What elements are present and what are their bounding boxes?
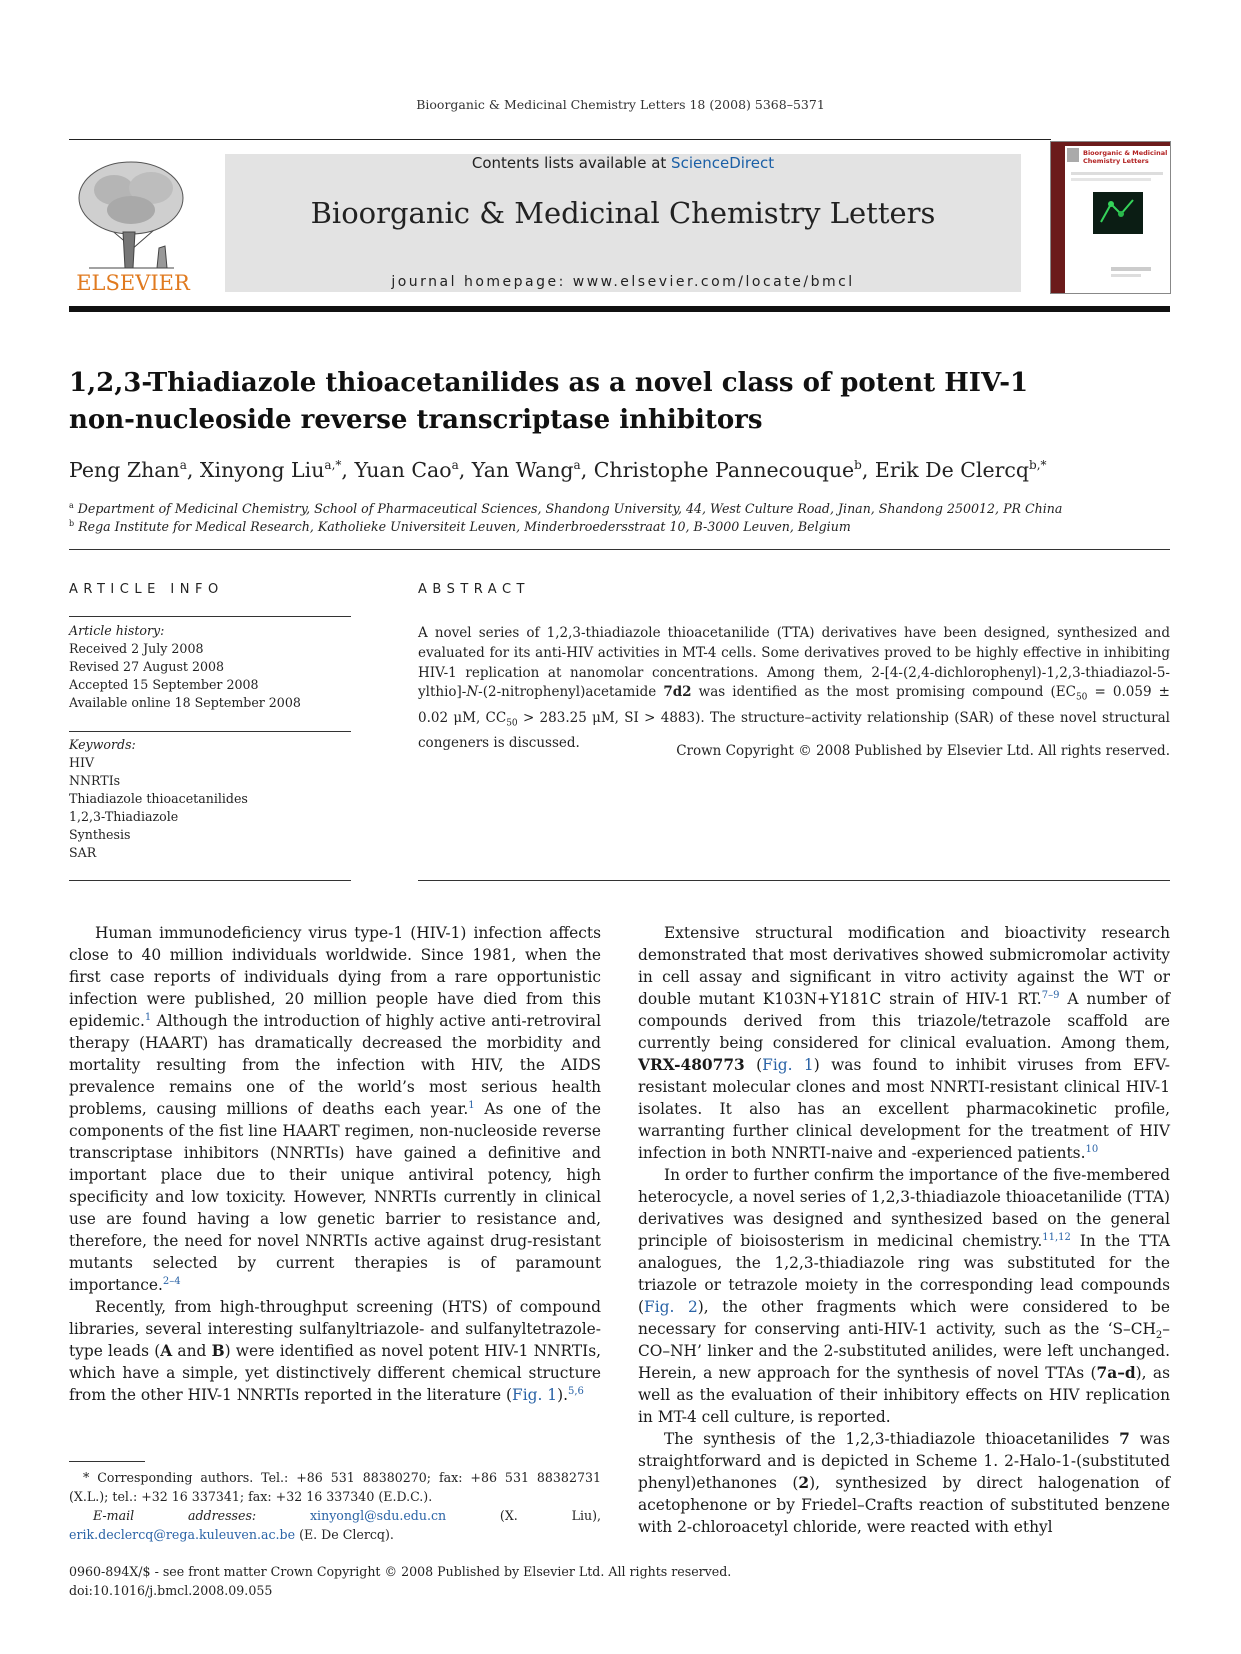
journal-title: Bioorganic & Medicinal Chemistry Letters [310, 196, 936, 230]
article-info-bottom-rule [69, 880, 351, 881]
article-title: 1,2,3-Thiadiazole thioacetanilides as a novel class of potent HIV-1 non-nucleoside reverse transcriptase inhibitors [69, 368, 1029, 435]
journal-cover-thumbnail [1050, 141, 1171, 294]
figure-link[interactable]: Fig. 2 [644, 1298, 698, 1316]
paragraph: The synthesis of the 1,2,3-thiadiazole thioacetanilides 7 was straightforward and is depicted in Scheme 1. 2-Halo-1-(substituted phenyl)ethanones (2), synthesized by direct halogenation of acetophenone or by Friedel–Crafts reaction of substituted benzene with 2-chloroacetyl chloride, were reacted with ethyl [638, 1430, 1171, 1536]
sciencedirect-link[interactable]: ScienceDirect [671, 154, 775, 172]
keyword: NNRTIs [69, 773, 121, 788]
history-item: Accepted 15 September 2008 [69, 677, 259, 692]
abstract-bottom-rule [418, 880, 1170, 881]
author-name: Yuan Cao [354, 458, 452, 482]
history-item: Received 2 July 2008 [69, 641, 204, 656]
abstract-text: A novel series of 1,2,3-thiadiazole thioacetanilide (TTA) derivatives have been designed, synthesized and evaluated for its anti-HIV activities in MT-4 cells. Some derivatives proved to be highly effective in inhibiting HIV-1 replication at nanomolar concentrations. Among them, 2-[4-(2,4-dichlorophenyl)-1,2,3-thiadiazol-5-ylthio]-N-(2-nitrophenyl)acetamide 7d2 was identified as the most promising compound ($EC_{50} = 0.059 \pm 0.02$ μM, $CC_{50} > 283.25$ μM, SI > 4883). The structure–activity relationship (SAR) of these novel structural congeners is discussed. [418, 625, 1170, 752]
author-name: Xinyong Liu [199, 458, 325, 482]
email-link[interactable]: erik.declercq@rega.kuleuven.ac.be [69, 1527, 296, 1542]
author-list: Peng Zhan$^a$, Xinyong Liu$^{a,*}$, Yuan Cao$^a$, Yan Wang$^a$, Christophe Pannecouque$^b$, Erik De Clercq$^{b,*}$ [69, 458, 1047, 482]
author-name: Peng Zhan [69, 458, 180, 482]
article-history: Article history: Received 2 July 2008 Revised 27 August 2008 Accepted 15 September 2008 Available online 18 September 2008 [69, 622, 351, 712]
article-info-rule [69, 616, 351, 617]
abstract-heading: ABSTRACT [418, 582, 530, 597]
header-rule [69, 139, 1051, 140]
keyword: Thiadiazole thioacetanilides [69, 791, 248, 806]
footnote-rule [69, 1461, 145, 1462]
paragraph: Extensive structural modification and bioactivity research demonstrated that most derivatives showed submicromolar activity in cell assay and significant in vitro activity against the WT or double mutant K103N+Y181C strain of HIV-1 RT.$^{7-9}$ A number of compounds derived from this triazole/tetrazole scaffold are currently being considered for clinical evaluation. Among them, VRX-480773 (Fig. 1) was found to inhibit viruses from EFV-resistant molecular clones and most NNRTI-resistant clinical HIV-1 isolates. It also has an excellent pharmacokinetic profile, warranting further clinical development for the treatment of HIV infection in both NNRTI-naive and -experienced patients.$^{10}$ [638, 924, 1170, 1162]
article-info-heading: ARTICLE INFO [69, 582, 224, 597]
paragraph: Human immunodeficiency virus type-1 (HIV-1) infection affects close to 40 million individuals worldwide. Since 1981, when the first case reports of individuals dying from a rare opportunistic infection were published, 20 million people have died from this epidemic.$^1$ Although the introduction of highly active anti-retroviral therapy (HAART) has dramatically decreased the morbidity and mortality resulting from the infection with HIV, the AIDS prevalence remains one of the world’s most serious health problems, causing millions of deaths each year.$^1$ As one of the components of the fist line HAART regimen, non-nucleoside reverse transcriptase inhibitors (NNRTIs) have gained a definitive and important place due to their unique antiviral potency, high specificity and low toxicity. However, NNRTIs currently in clinical use are found having a low genetic barrier to resistance and, therefore, the need for novel NNRTIs active against drug-resistant mutants selected by current therapies is of paramount importance.$^{2-4}$ [69, 924, 601, 1294]
keyword: 1,2,3-Thiadiazole [69, 809, 179, 824]
history-item: Available online 18 September 2008 [69, 695, 301, 710]
keywords-rule [69, 731, 351, 732]
corresponding-author-footnote: * Corresponding authors. Tel.: +86 531 88380270; fax: +86 531 88382731 (X.L.); tel.: +32 16 337341; fax: +32 16 337340 (E.D.C.). E-mail addresses: xinyongl@sdu.edu.cn (X. Liu), erik.declercq@rega.kuleuven.ac.be (E. De Clercq). [69, 1470, 601, 1542]
affiliation-a: $^a$ Department of Medicinal Chemistry, School of Pharmaceutical Sciences, Shandong University, 44, West Culture Road, Jinan, Shandong 250012, PR China [69, 501, 1063, 517]
journal-homepage[interactable]: journal homepage: www.elsevier.com/locate/bmcl [391, 274, 855, 290]
page-footer [69, 1562, 731, 1600]
author-name: Erik De Clercq [874, 458, 1030, 482]
doi-line[interactable]: doi:10.1016/j.bmcl.2008.09.055 [69, 1583, 273, 1598]
issn-line: 0960-894X/$ - see front matter Crown Copyright © 2008 Published by Elsevier Ltd. All rights reserved. [69, 1564, 732, 1579]
affiliation-b: $^b$ Rega Institute for Medical Research, Katholieke Universiteit Leuven, Minderbroedersstraat 10, B-3000 Leuven, Belgium [69, 519, 851, 535]
author-name: Yan Wang [471, 458, 574, 482]
body-right-column [638, 922, 1170, 1538]
keywords-block: Keywords: HIV NNRTIs Thiadiazole thioacetanilides 1,2,3-Thiadiazole Synthesis SAR [69, 736, 351, 862]
figure-link[interactable]: Fig. 1 [512, 1386, 558, 1404]
author-name: Christophe Pannecouque [593, 458, 855, 482]
body-left-column [69, 922, 601, 1406]
keyword: SAR [69, 845, 97, 860]
contents-line: Contents lists available at ScienceDirect [471, 154, 775, 172]
journal-citation: Bioorganic & Medicinal Chemistry Letters 18 (2008) 5368–5371 [416, 97, 825, 112]
affiliation-rule [69, 549, 1170, 550]
elsevier-wordmark: ELSEVIER [76, 271, 190, 295]
elsevier-logo [69, 150, 197, 295]
header-thick-rule [69, 306, 1170, 312]
paragraph: In order to further confirm the importance of the five-membered heterocycle, a novel series of 1,2,3-thiadiazole thioacetanilide (TTA) derivatives was designed and synthesized based on the general principle of bioisosterism in medicinal chemistry.$^{11,12}$ In the TTA analogues, the 1,2,3-thiadiazole ring was substituted for the triazole or tetrazole moiety in the corresponding lead compounds (Fig. 2), the other fragments which were considered to be necessary for conserving anti-HIV-1 activity, such as the ‘$S-CH_2-CO-NH$’ linker and the 2-substituted anilides, were left unchanged. Herein, a new approach for the synthesis of novel TTAs (7a–d), as well as the evaluation of their inhibitory effects on HIV replication in MT-4 cell culture, is reported. [638, 1166, 1171, 1426]
history-item: Revised 27 August 2008 [69, 659, 225, 674]
journal-header-box [225, 154, 1021, 292]
email-link[interactable]: xinyongl@sdu.edu.cn [309, 1508, 447, 1523]
figure-link[interactable]: Fig. 1 [762, 1056, 814, 1074]
paragraph: Recently, from high-throughput screening (HTS) of compound libraries, several interesting sulfanyltriazole- and sulfanyltetrazole-type leads (A and B) were identified as novel potent HIV-1 NNRTIs, which have a simple, yet distinctively different chemical structure from the other HIV-1 NNRTIs reported in the literature (Fig. 1).$^{5,6}$ [69, 1298, 601, 1404]
keyword: Synthesis [69, 827, 131, 842]
cover-title: Bioorganic & Medicinal Chemistry Letters [1083, 149, 1168, 165]
keyword: HIV [69, 755, 95, 770]
abstract-copyright: Crown Copyright © 2008 Published by Elsevier Ltd. All rights reserved. [676, 743, 1170, 759]
